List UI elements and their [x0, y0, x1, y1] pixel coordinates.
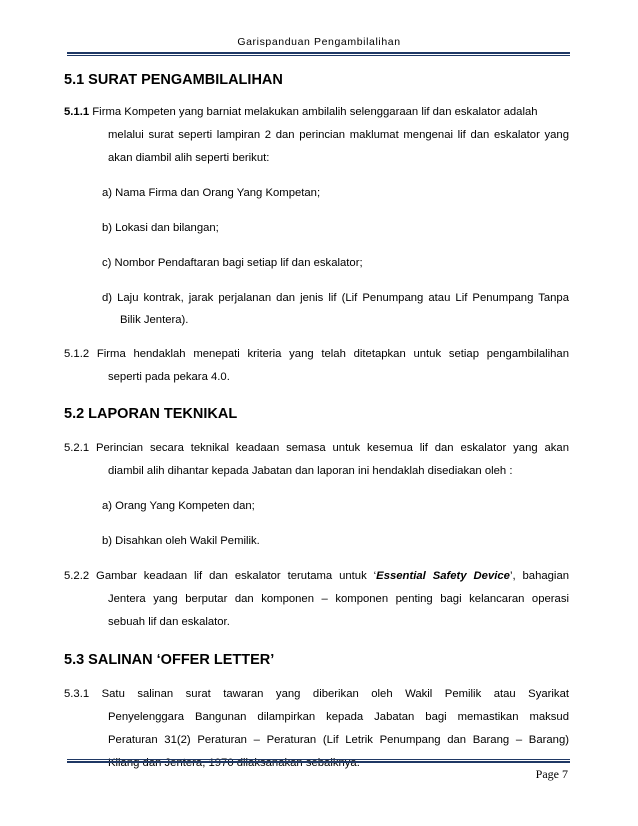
list-item-d-line2: Bilik Jentera). [120, 314, 189, 326]
list-item-a: a) Orang Yang Kompeten dan; [102, 500, 255, 512]
list-item-b: b) Lokasi dan bilangan; [102, 222, 219, 234]
para-5-2-2-line2: Jentera yang berputar dan komponen – komponen penting bagi kelancaran operasi [108, 593, 569, 605]
section-5-1-heading: 5.1 SURAT PENGAMBILALIHAN [64, 72, 283, 88]
para-5-1-1-number: 5.1.1 [64, 106, 90, 118]
para-5-1-1-line3: akan diambil alih seperti berikut: [108, 152, 270, 164]
list-item-d-line1: d) Laju kontrak, jarak perjalanan dan jenis lif (Lif Penumpang atau Lif Penumpang Tanpa [102, 292, 569, 304]
para-5-2-2-line1 [64, 566, 569, 587]
para-5-3-1-line2: Penyelenggara Bangunan dilampirkan kepada Jabatan bagi memastikan maksud [108, 711, 569, 723]
para-5-1-1-line1 [64, 102, 569, 123]
para-5-2-2-line3: sebuah lif dan eskalator. [108, 616, 230, 628]
header-rule [67, 52, 570, 56]
para-5-1-2-line2: seperti pada pekara 4.0. [108, 371, 230, 383]
para-5-3-1-line4: Kilang dan Jentera, 1970 dilaksanakan sebaiknya. [108, 757, 360, 769]
para-5-2-1-line2: diambil alih dihantar kepada Jabatan dan laporan ini hendaklah disediakan oleh : [108, 465, 513, 477]
para-5-3-1-line3: Peraturan 31(2) Peraturan – Peraturan (Lif Letrik Penumpang dan Barang – Barang) [108, 734, 569, 746]
section-5-2-heading: 5.2 LAPORAN TEKNIKAL [64, 406, 238, 422]
list-item-b: b) Disahkan oleh Wakil Pemilik. [102, 535, 260, 547]
running-header: Garispanduan Pengambilalihan [237, 36, 401, 48]
para-5-2-2-pre: 5.2.2 Gambar keadaan lif dan eskalator terutama untuk ‘ [64, 570, 377, 582]
page-number: Page 7 [535, 767, 568, 781]
list-item-c: c) Nombor Pendaftaran bagi setiap lif dan eskalator; [102, 257, 363, 269]
para-5-2-2-emphasis: Essential Safety Device [376, 570, 510, 582]
para-5-1-1-line2: melalui surat seperti lampiran 2 dan perincian maklumat mengenai lif dan eskalator yang [108, 129, 569, 141]
para-5-1-2-line1: 5.1.2 Firma hendaklah menepati kriteria yang telah ditetapkan untuk setiap pengambilalihan [64, 348, 569, 360]
section-5-3-heading: 5.3 SALINAN ‘OFFER LETTER’ [64, 652, 275, 668]
footer-rule [67, 759, 570, 763]
para-5-2-1-line1: 5.2.1 Perincian secara teknikal keadaan semasa untuk kesemua lif dan eskalator yang akan [64, 442, 569, 454]
para-5-1-1-text: Firma Kompeten yang barniat melakukan ambilalih selenggaraan lif dan eskalator adalah [92, 106, 538, 118]
list-item-a: a) Nama Firma dan Orang Yang Kompetan; [102, 187, 321, 199]
para-5-3-1-line1: 5.3.1 Satu salinan surat tawaran yang diberikan oleh Wakil Pemilik atau Syarikat [64, 688, 569, 700]
para-5-2-2-post: ’, bahagian [509, 570, 570, 582]
